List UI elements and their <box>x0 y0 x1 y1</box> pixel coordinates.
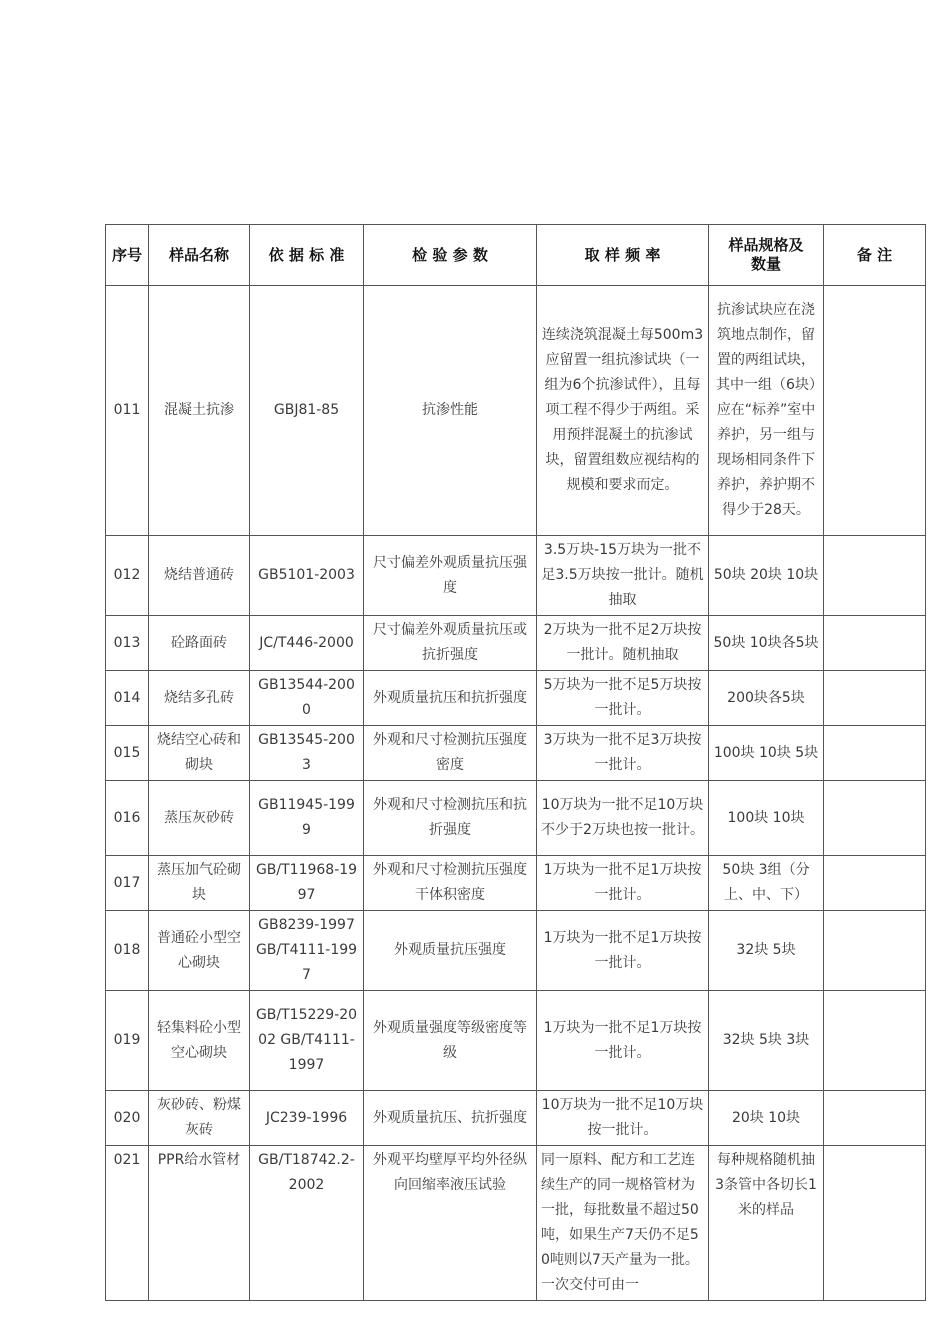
cell-freq: 1万块为一批不足1万块按一批计。 <box>537 856 709 911</box>
cell-no: 012 <box>106 536 149 616</box>
cell-freq: 1万块为一批不足1万块按一批计。 <box>537 911 709 991</box>
cell-freq: 10万块为一批不足10万块按一批计。 <box>537 1091 709 1146</box>
table-row <box>106 671 926 726</box>
table-row <box>106 726 926 781</box>
cell-note <box>824 911 926 991</box>
cell-note <box>824 671 926 726</box>
cell-qty: 32块 5块 3块 <box>709 991 824 1091</box>
cell-no: 017 <box>106 856 149 911</box>
cell-no: 021 <box>106 1146 149 1301</box>
cell-freq: 10万块为一批不足10万块不少于2万块也按一批计。 <box>537 781 709 856</box>
cell-name: PPR给水管材 <box>149 1146 250 1301</box>
cell-name: 蒸压加气砼砌块 <box>149 856 250 911</box>
cell-note <box>824 616 926 671</box>
cell-qty: 50块 10块各5块 <box>709 616 824 671</box>
cell-name: 普通砼小型空心砌块 <box>149 911 250 991</box>
cell-qty: 100块 10块 <box>709 781 824 856</box>
cell-freq: 连续浇筑混凝土每500m3应留置一组抗渗试块（一组为6个抗渗试件），且每项工程不得少于两组。采用预拌混凝土的抗渗试块，留置组数应视结构的规模和要求而定。 <box>537 286 709 536</box>
cell-freq: 3万块为一批不足3万块按一批计。 <box>537 726 709 781</box>
cell-name: 轻集料砼小型空心砌块 <box>149 991 250 1091</box>
cell-std: GB13544-2000 <box>250 671 364 726</box>
table-row <box>106 1091 926 1146</box>
cell-freq: 5万块为一批不足5万块按一批计。 <box>537 671 709 726</box>
cell-param: 抗渗性能 <box>364 286 537 536</box>
cell-note <box>824 1146 926 1301</box>
cell-param: 外观质量抗压、抗折强度 <box>364 1091 537 1146</box>
cell-std: GB8239-1997 GB/T4111-1997 <box>250 911 364 991</box>
cell-freq: 1万块为一批不足1万块按一批计。 <box>537 991 709 1091</box>
cell-qty: 20块 10块 <box>709 1091 824 1146</box>
cell-std: GB/T18742.2-2002 <box>250 1146 364 1301</box>
cell-note <box>824 726 926 781</box>
cell-no: 020 <box>106 1091 149 1146</box>
cell-std: GB/T11968-1997 <box>250 856 364 911</box>
cell-param: 外观质量强度等级密度等级 <box>364 991 537 1091</box>
table-row <box>106 616 926 671</box>
cell-qty: 50块 20块 10块 <box>709 536 824 616</box>
cell-no: 013 <box>106 616 149 671</box>
header-param: 检 验 参 数 <box>364 225 537 286</box>
cell-no: 016 <box>106 781 149 856</box>
cell-note <box>824 536 926 616</box>
cell-freq: 3.5万块-15万块为一批不足3.5万块按一批计。随机抽取 <box>537 536 709 616</box>
cell-qty: 每种规格随机抽3条管中各切长1米的样品 <box>709 1146 824 1301</box>
cell-note <box>824 781 926 856</box>
cell-qty: 抗渗试块应在浇筑地点制作，留置的两组试块，其中一组（6块）应在“标养”室中养护，另一组与现场相同条件下养护，养护期不得少于28天。 <box>709 286 824 536</box>
cell-freq: 同一原料、配方和工艺连续生产的同一规格管材为一批，每批数量不超过50吨，如果生产7天仍不足50吨则以7天产量为一批。一次交付可由一 <box>537 1146 709 1301</box>
header-no: 序号 <box>106 225 149 286</box>
cell-note <box>824 1091 926 1146</box>
cell-note <box>824 286 926 536</box>
header-note: 备 注 <box>824 225 926 286</box>
cell-note <box>824 856 926 911</box>
cell-std: GB5101-2003 <box>250 536 364 616</box>
cell-param: 尺寸偏差外观质量抗压强度 <box>364 536 537 616</box>
cell-name: 烧结普通砖 <box>149 536 250 616</box>
table-row <box>106 1146 926 1301</box>
cell-name: 蒸压灰砂砖 <box>149 781 250 856</box>
cell-std: JC239-1996 <box>250 1091 364 1146</box>
cell-no: 015 <box>106 726 149 781</box>
cell-qty: 200块各5块 <box>709 671 824 726</box>
table-row <box>106 911 926 991</box>
cell-name: 灰砂砖、粉煤灰砖 <box>149 1091 250 1146</box>
table-row <box>106 286 926 536</box>
cell-param: 外观质量抗压强度 <box>364 911 537 991</box>
cell-name: 烧结多孔砖 <box>149 671 250 726</box>
header-row <box>106 225 926 286</box>
cell-param: 尺寸偏差外观质量抗压或抗折强度 <box>364 616 537 671</box>
cell-qty: 50块 3组（分上、中、下） <box>709 856 824 911</box>
header-freq: 取 样 频 率 <box>537 225 709 286</box>
cell-note <box>824 991 926 1091</box>
cell-freq: 2万块为一批不足2万块按一批计。随机抽取 <box>537 616 709 671</box>
table-row <box>106 856 926 911</box>
header-qty: 样品规格及数量 <box>709 225 824 286</box>
cell-param: 外观平均壁厚平均外径纵向回缩率液压试验 <box>364 1146 537 1301</box>
cell-std: GB11945-1999 <box>250 781 364 856</box>
cell-std: GB/T15229-2002 GB/T4111-1997 <box>250 991 364 1091</box>
cell-param: 外观和尺寸检测抗压强度密度 <box>364 726 537 781</box>
table-row <box>106 781 926 856</box>
cell-name: 混凝土抗渗 <box>149 286 250 536</box>
table-row <box>106 991 926 1091</box>
cell-std: GBJ81-85 <box>250 286 364 536</box>
cell-param: 外观和尺寸检测抗压强度干体积密度 <box>364 856 537 911</box>
spec-table <box>105 224 926 1301</box>
table-row <box>106 536 926 616</box>
cell-std: JC/T446-2000 <box>250 616 364 671</box>
cell-name: 烧结空心砖和砌块 <box>149 726 250 781</box>
cell-no: 018 <box>106 911 149 991</box>
cell-name: 砼路面砖 <box>149 616 250 671</box>
cell-no: 019 <box>106 991 149 1091</box>
cell-param: 外观和尺寸检测抗压和抗折强度 <box>364 781 537 856</box>
cell-param: 外观质量抗压和抗折强度 <box>364 671 537 726</box>
header-name: 样品名称 <box>149 225 250 286</box>
header-std: 依 据 标 准 <box>250 225 364 286</box>
cell-qty: 32块 5块 <box>709 911 824 991</box>
cell-no: 011 <box>106 286 149 536</box>
cell-qty: 100块 10块 5块 <box>709 726 824 781</box>
cell-no: 014 <box>106 671 149 726</box>
cell-std: GB13545-2003 <box>250 726 364 781</box>
